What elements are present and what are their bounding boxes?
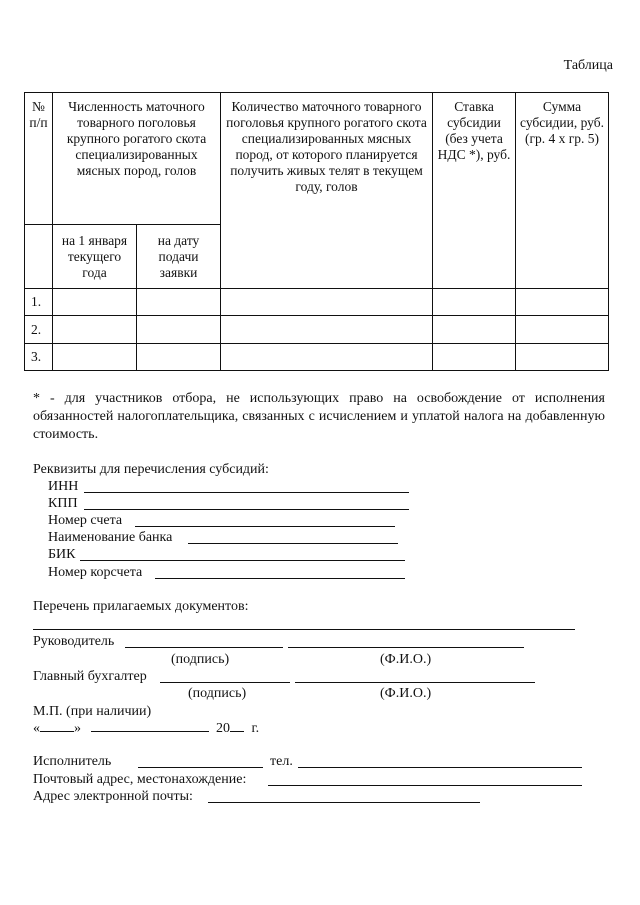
- accountant-signature-line[interactable]: [160, 682, 290, 683]
- table-row: [25, 289, 609, 316]
- cell-input[interactable]: [53, 289, 137, 316]
- field-label: БИК: [48, 547, 76, 562]
- executor-line[interactable]: [138, 767, 263, 768]
- email-line[interactable]: [208, 802, 480, 803]
- header-herd-size: Численность маточного товарного поголовья крупного рогатого скота специализированных мясных пород, голов: [53, 93, 221, 225]
- cell-input[interactable]: [516, 344, 609, 371]
- cell-input[interactable]: [516, 316, 609, 344]
- subsidy-table: [24, 92, 609, 371]
- field-label: Номер корсчета: [48, 565, 143, 580]
- cell-input[interactable]: [221, 344, 433, 371]
- subheader-app-date: на дату подачи заявки: [137, 225, 221, 289]
- cell-input[interactable]: [433, 289, 516, 316]
- field-kpp[interactable]: [48, 495, 78, 512]
- header-sum: Сумма субсидии, руб. (гр. 4 х гр. 5): [516, 93, 609, 289]
- cell-input[interactable]: [137, 344, 221, 371]
- day-blank[interactable]: [40, 719, 74, 732]
- requisites-heading: Реквизиты для перечисления субсидий:: [33, 462, 269, 477]
- footnote: * - для участников отбора, не использующих право на освобождение от исполнения обязанностей налогоплательщика, связанных с исчислением и уплатой налога на добавленную стоимость.: [33, 391, 605, 442]
- table-row: [25, 316, 609, 344]
- year-blank[interactable]: [230, 719, 244, 732]
- field-label: ИНН: [48, 479, 79, 494]
- table-row: [25, 344, 609, 371]
- field-bank[interactable]: [48, 529, 172, 546]
- bik-line[interactable]: [80, 560, 405, 561]
- accountant-signature-caption: (подпись): [188, 686, 247, 701]
- header-planned: Количество маточного товарного поголовья крупного рогатого скота специализированных мясных пород, от которого планируется получить живых телят в текущем году, голов: [221, 93, 433, 289]
- date-line[interactable]: [33, 719, 259, 737]
- accountant-name-line[interactable]: [295, 682, 535, 683]
- field-label: Номер счета: [48, 513, 123, 528]
- corr-account-line[interactable]: [155, 578, 405, 579]
- executor-label: Исполнитель: [33, 754, 112, 769]
- cell-input[interactable]: [137, 289, 221, 316]
- accountant-label: Главный бухгалтер: [33, 669, 147, 684]
- postal-line[interactable]: [268, 785, 582, 786]
- header-num-cont: [25, 225, 53, 289]
- inn-line[interactable]: [84, 492, 409, 493]
- cell-input[interactable]: [221, 289, 433, 316]
- row-number: 1.: [25, 289, 53, 316]
- cell-input[interactable]: [516, 289, 609, 316]
- documents-heading: Перечень прилагаемых документов:: [33, 599, 249, 614]
- field-label: Наименование банка: [48, 530, 173, 545]
- field-bik[interactable]: [48, 546, 76, 563]
- head-signature-caption: (подпись): [171, 652, 230, 667]
- cell-input[interactable]: [221, 316, 433, 344]
- head-name-line[interactable]: [288, 647, 524, 648]
- header-num: № п/п: [25, 93, 53, 225]
- head-name-caption: (Ф.И.О.): [380, 652, 432, 667]
- postal-label: Почтовый адрес, местонахождение:: [33, 772, 247, 787]
- header-rate: Ставка субсидии (без учета НДС *), руб.: [433, 93, 516, 289]
- cell-input[interactable]: [433, 316, 516, 344]
- phone-line[interactable]: [298, 767, 582, 768]
- subheader-jan1: на 1 января текущего года: [53, 225, 137, 289]
- stamp-label: М.П. (при наличии): [33, 704, 152, 719]
- quote-close: »: [74, 721, 81, 736]
- field-account[interactable]: [48, 512, 122, 529]
- field-inn[interactable]: [48, 478, 78, 495]
- quote-open: «: [33, 721, 40, 736]
- cell-input[interactable]: [53, 316, 137, 344]
- account-line[interactable]: [135, 526, 395, 527]
- head-label: Руководитель: [33, 634, 115, 649]
- email-label: Адрес электронной почты:: [33, 789, 193, 804]
- month-blank[interactable]: [91, 719, 209, 732]
- accountant-name-caption: (Ф.И.О.): [380, 686, 432, 701]
- cell-input[interactable]: [433, 344, 516, 371]
- row-number: 2.: [25, 316, 53, 344]
- phone-label: тел.: [270, 754, 293, 769]
- cell-input[interactable]: [53, 344, 137, 371]
- bank-line[interactable]: [188, 543, 398, 544]
- documents-line[interactable]: [33, 629, 575, 630]
- year-suffix: г.: [251, 721, 260, 736]
- kpp-line[interactable]: [84, 509, 409, 510]
- cell-input[interactable]: [137, 316, 221, 344]
- head-signature-line[interactable]: [125, 647, 283, 648]
- field-label: КПП: [48, 496, 78, 511]
- row-number: 3.: [25, 344, 53, 371]
- field-corr-account[interactable]: [48, 564, 142, 581]
- year-prefix: 20: [216, 721, 230, 736]
- page-title: Таблица: [563, 58, 613, 73]
